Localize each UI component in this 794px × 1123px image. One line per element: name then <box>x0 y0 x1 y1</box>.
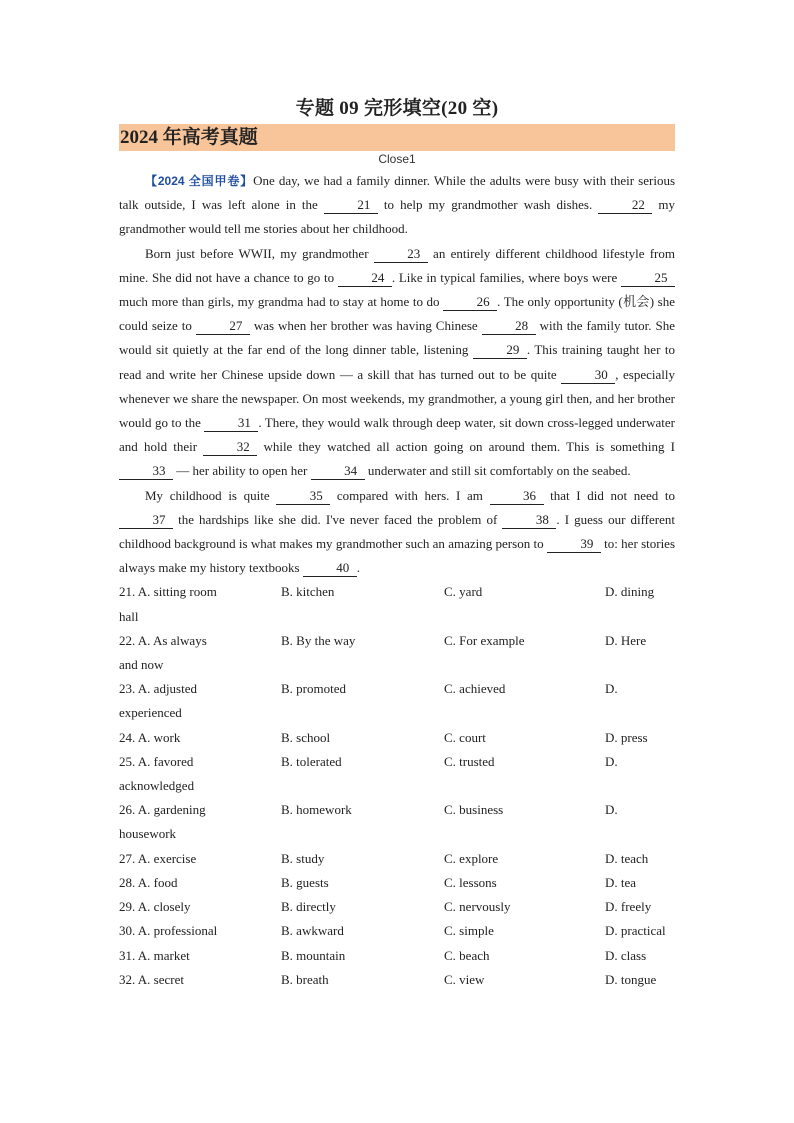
answer-blank: 35 <box>276 488 330 505</box>
question-item <box>119 871 675 895</box>
question-item <box>119 629 675 677</box>
option-d: D. Here <box>605 632 647 648</box>
option-c: C. nervously <box>444 899 511 915</box>
question-item <box>119 798 675 846</box>
option-d: D. practical <box>605 923 666 939</box>
text-run: . Like in typical families, where boys were <box>391 269 621 285</box>
text-run: My childhood is quite <box>145 487 277 503</box>
answer-blank: 30 <box>561 367 615 384</box>
option-b: B. school <box>281 729 331 745</box>
page-title: 专题 09 完形填空(20 空) <box>295 98 499 119</box>
option-a: 29. A. closely <box>119 899 191 915</box>
option-d: D. class <box>605 947 647 963</box>
option-c: C. trusted <box>444 753 495 769</box>
option-d: D. tea <box>605 874 637 890</box>
option-a: 22. A. As always <box>119 632 207 648</box>
document-page <box>119 96 675 992</box>
answer-blank: 39 <box>547 536 601 553</box>
option-a: 25. A. favored <box>119 753 194 769</box>
text-run: much more than girls, my grandma had to stay at home to do <box>119 294 444 310</box>
text-run: . The only opportunity (机会) she could seize to <box>119 294 675 334</box>
text-run: underwater and still sit comfortably on the seabed. <box>364 463 631 479</box>
answer-blank: 31 <box>204 415 258 432</box>
option-continuation: housework <box>119 826 177 842</box>
question-item <box>119 919 675 943</box>
answer-blank: 32 <box>203 439 257 456</box>
option-b: B. directly <box>281 899 336 915</box>
question-item <box>119 968 675 992</box>
answer-blank: 22 <box>598 197 652 214</box>
option-d: D. teach <box>605 850 649 866</box>
answer-blank: 36 <box>490 488 544 505</box>
answer-blank: 26 <box>443 294 497 311</box>
option-a: 31. A. market <box>119 947 190 963</box>
option-a: 26. A. gardening <box>119 802 206 818</box>
option-c: C. explore <box>444 850 499 866</box>
option-c: C. view <box>444 971 485 987</box>
option-b: B. tolerated <box>281 753 342 769</box>
text-run: while they watched all action going on around them. This is something I <box>257 439 675 455</box>
answer-blank: 29 <box>473 342 527 359</box>
text-run: with the family tutor. She would sit quietly at the far end of the long dinner table, listening <box>119 318 675 358</box>
option-b: B. study <box>281 850 325 866</box>
text-run: . I guess our different childhood background is what makes my grandmother such an amazing person to <box>119 511 675 552</box>
text-run: an entirely different childhood lifestyle from mine. She did not have a chance to go to <box>119 245 675 285</box>
text-run: Born just before WWII, my grandmother <box>145 245 374 261</box>
option-d: D. <box>605 681 618 697</box>
option-d: D. press <box>605 729 648 745</box>
answer-blank: 37 <box>119 512 173 529</box>
text-run: the hardships like she did. I've never faced the problem of <box>173 511 503 527</box>
option-a: 21. A. sitting room <box>119 584 217 600</box>
question-item <box>119 677 675 725</box>
option-b: B. breath <box>281 971 329 987</box>
answer-blank: 33 <box>119 463 173 480</box>
option-b: B. kitchen <box>281 584 335 600</box>
option-c: C. business <box>444 802 504 818</box>
text-run: compared with hers. I am <box>330 487 490 503</box>
option-c: C. lessons <box>444 874 497 890</box>
answer-blank: 25 <box>621 270 675 287</box>
option-a: 27. A. exercise <box>119 850 197 866</box>
question-item <box>119 944 675 968</box>
option-c: C. court <box>444 729 486 745</box>
passage-paragraph-3 <box>119 484 675 581</box>
passage-paragraph-1 <box>119 169 675 242</box>
answer-blank: 34 <box>311 463 365 480</box>
option-c: C. For example <box>444 632 525 648</box>
question-item <box>119 580 675 628</box>
option-d: D. dining <box>605 584 655 600</box>
option-b: B. homework <box>281 802 352 818</box>
text-run: , especially whenever we share the newspaper. On most weekends, my grandmother, a young girl then, and her brother would go to the <box>119 366 675 431</box>
passage-paragraph-2 <box>119 242 675 484</box>
option-a: 32. A. secret <box>119 971 184 987</box>
option-a: 24. A. work <box>119 729 181 745</box>
cloze-label: Close1 <box>378 152 416 166</box>
answer-blank: 27 <box>196 318 250 335</box>
text-run: that I did not need to <box>543 487 676 503</box>
text-run: — her ability to open her <box>173 463 311 479</box>
text-run: to: her stories always make my history textbooks <box>119 536 676 576</box>
text-run: . This training taught her to read and write her Chinese upside down — a skill that has turned out to be quite <box>119 342 675 382</box>
answer-blank: 24 <box>338 270 392 287</box>
text-run: . There, they would walk through deep water, sit down cross-legged underwater and hold their <box>119 415 675 455</box>
answer-blank: 21 <box>324 197 378 214</box>
option-a: 28. A. food <box>119 874 178 890</box>
answer-blank: 40 <box>303 560 357 577</box>
section-banner: 2024 年高考真题 <box>119 124 675 151</box>
question-item <box>119 895 675 919</box>
answer-blank: 23 <box>374 246 428 263</box>
option-continuation: experienced <box>119 705 182 721</box>
question-item <box>119 847 675 871</box>
option-b: B. By the way <box>281 632 356 648</box>
question-item <box>119 726 675 750</box>
answer-blank: 28 <box>482 318 536 335</box>
answer-blank: 38 <box>502 512 556 529</box>
option-a: 23. A. adjusted <box>119 681 197 697</box>
option-continuation: hall <box>119 608 139 624</box>
text-run: was when her brother was having Chinese <box>249 318 482 334</box>
text-run: One day, we had a family dinner. While the adults were busy with their serious talk outside, I was left alone in the <box>119 173 675 213</box>
option-c: C. yard <box>444 584 483 600</box>
option-continuation: and now <box>119 657 164 673</box>
question-item <box>119 750 675 798</box>
option-d: D. tongue <box>605 971 657 987</box>
option-c: C. simple <box>444 923 494 939</box>
option-d: D. <box>605 753 618 769</box>
question-list <box>119 580 675 991</box>
text-run: my grandmother would tell me stories about her childhood. <box>119 197 675 237</box>
option-d: D. freely <box>605 899 652 915</box>
option-d: D. <box>605 802 618 818</box>
option-c: C. beach <box>444 947 490 963</box>
option-b: B. mountain <box>281 947 346 963</box>
option-b: B. promoted <box>281 681 346 697</box>
text-run: to help my grandmother wash dishes. <box>377 197 599 213</box>
source-tag: 【2024 全国甲卷】 <box>145 174 254 188</box>
option-a: 30. A. professional <box>119 923 218 939</box>
option-b: B. guests <box>281 874 329 890</box>
option-b: B. awkward <box>281 923 344 939</box>
option-continuation: acknowledged <box>119 778 195 794</box>
option-c: C. achieved <box>444 681 506 697</box>
text-run: . <box>356 560 361 576</box>
